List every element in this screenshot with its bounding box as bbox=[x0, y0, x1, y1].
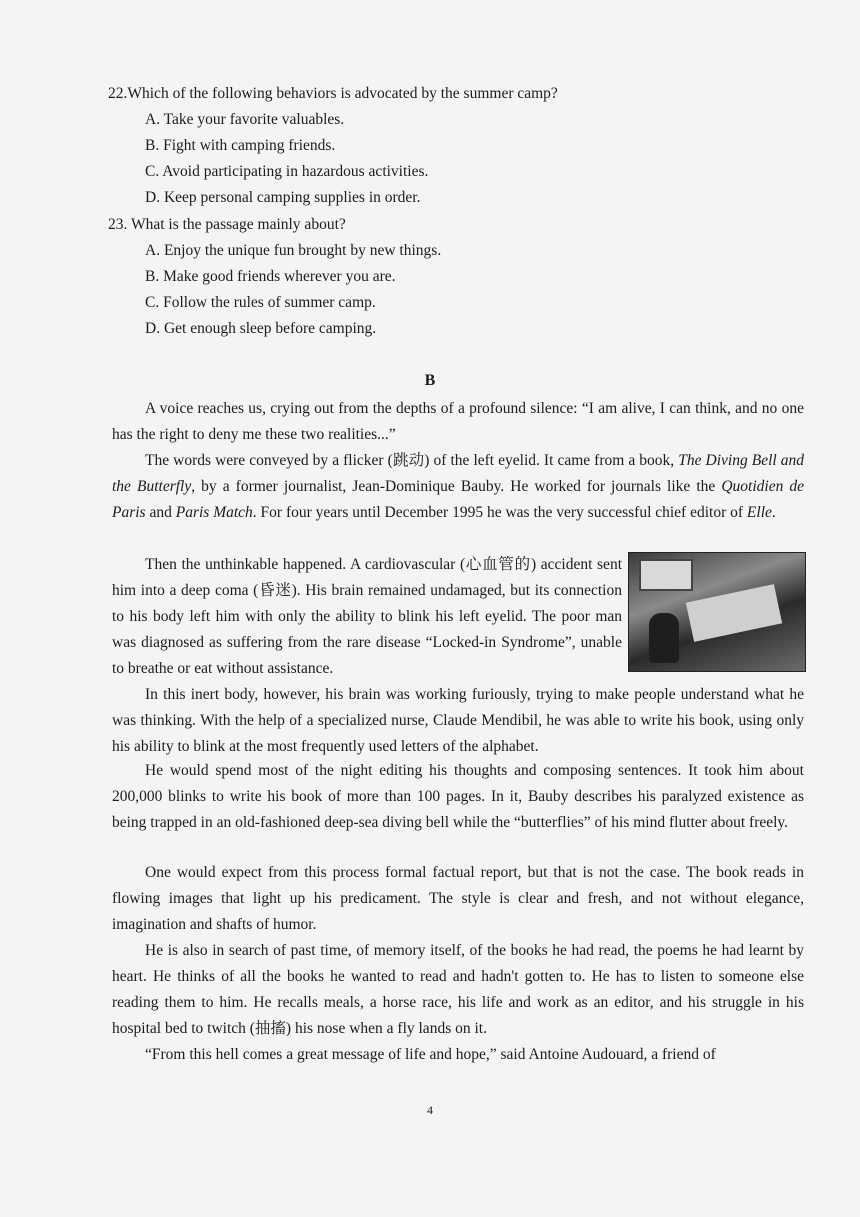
paragraph-2-text-e: . bbox=[771, 504, 776, 521]
question-23-option-a: A. Enjoy the unique fun brought by new things. bbox=[145, 242, 442, 259]
paragraph-2-text-b: , by a former journalist, Jean-Dominique Bauby. He worked for journals like the bbox=[191, 478, 722, 495]
question-23-stem: 23. What is the passage mainly about? bbox=[108, 216, 346, 233]
hospital-photo bbox=[628, 552, 806, 672]
question-22-stem: 22.Which of the following behaviors is advocated by the summer camp? bbox=[108, 85, 558, 102]
paragraph-2-text-a: The words were conveyed by a flicker (跳动) of the left eyelid. It came from a book, bbox=[145, 452, 679, 469]
question-23-option-b: B. Make good friends wherever you are. bbox=[145, 268, 396, 285]
paragraph-7: He is also in search of past time, of memory itself, of the books he had read, the poems he had learnt by heart. He thinks of all the books he wanted to read and hadn't gotten to. He has to listen to someone else reading them to him. He recalls meals, a horse race, his life and work as an editor, and his struggle in his hospital bed to twitch (抽搐) his nose when a fly lands on it. bbox=[112, 942, 804, 1037]
question-23-option-c: C. Follow the rules of summer camp. bbox=[145, 294, 376, 311]
question-22-option-d: D. Keep personal camping supplies in order. bbox=[145, 189, 421, 206]
paragraph-4: In this inert body, however, his brain was working furiously, trying to make people understand what he was thinking. With the help of a specialized nurse, Claude Mendibil, he was able to write his book, using only his ability to blink at the most frequently used letters of the alphabet. bbox=[112, 686, 804, 755]
paragraph-3: Then the unthinkable happened. A cardiovascular (心血管的) accident sent him into a deep coma (昏迷). His brain remained undamaged, but its connection to his body left him with only the ability to blink his left eyelid. The poor man was diagnosed as suffering from the rare disease “Locked-in Syndrome”, unable to breathe or eat without assistance. bbox=[112, 556, 622, 677]
paragraph-5: He would spend most of the night editing his thoughts and composing sentences. It took him about 200,000 blinks to write his book of more than 100 pages. In it, Bauby describes his paralyzed existence as being trapped in an old-fashioned deep-sea diving bell while the “butterflies” of his mind flutter about freely. bbox=[112, 762, 804, 831]
question-23-option-d: D. Get enough sleep before camping. bbox=[145, 320, 377, 337]
paragraph-2-text-d: . For four years until December 1995 he was the very successful chief editor of bbox=[252, 504, 747, 521]
question-22-option-b: B. Fight with camping friends. bbox=[145, 137, 336, 154]
paragraph-2-text-c: and bbox=[145, 504, 176, 521]
page-number: 4 bbox=[427, 1103, 433, 1117]
photo-figure bbox=[649, 613, 679, 663]
journal-name-paris-match: Paris Match bbox=[175, 504, 253, 521]
paragraph-1: A voice reaches us, crying out from the depths of a profound silence: “I am alive, I can think, and no one has the right to deny me these two realities...” bbox=[112, 400, 804, 443]
section-title: B bbox=[424, 372, 436, 389]
paragraph-6: One would expect from this process formal factual report, but that is not the case. The book reads in flowing images that light up his predicament. The style is clear and fresh, and not without elegance, imagination and shafts of humor. bbox=[112, 864, 804, 933]
journal-name-quotidien: Quotidien de Paris bbox=[112, 478, 805, 521]
question-22-option-c: C. Avoid participating in hazardous activities. bbox=[145, 163, 429, 180]
journal-name-elle: Elle bbox=[746, 504, 772, 521]
paragraph-8: “From this hell comes a great message of life and hope,” said Antoine Audouard, a friend of bbox=[145, 1046, 716, 1063]
book-title: The Diving Bell and the Butterfly bbox=[112, 452, 804, 495]
question-22-option-a: A. Take your favorite valuables. bbox=[145, 111, 345, 128]
paragraph-2 bbox=[112, 448, 804, 526]
photo-bed bbox=[686, 584, 782, 642]
photo-window bbox=[639, 559, 693, 591]
